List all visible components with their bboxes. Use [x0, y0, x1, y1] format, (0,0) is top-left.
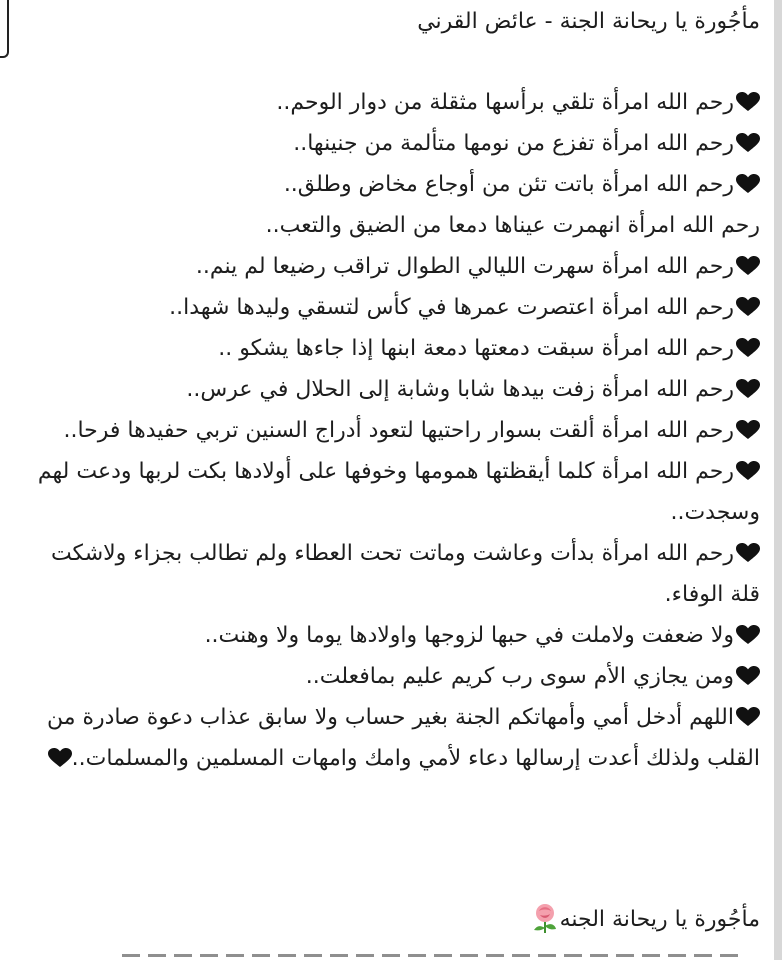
verse-text: ولا ضعفت ولاملت في حبها لزوجها واولادها يوما ولا وهنت.. [204, 623, 734, 648]
verse-line [30, 410, 760, 451]
verse-text: اللهم أدخل أمي وأمهاتكم الجنة بغير حساب ولا سابق عذاب دعوة صادرة من القلب ولذلك أعدت إرسالها دعاء لأمي وامك وامهات المسلمين والمسلمات.. [46, 705, 760, 771]
verse-text: رحم الله امرأة كلما أيقظتها همومها وخوفها على أولادها بكت لربها ودعت لهم وسجدت.. [37, 459, 760, 525]
spacer [30, 42, 760, 82]
post-body [30, 0, 760, 779]
black-heart-icon [736, 618, 760, 638]
verse-line [30, 656, 760, 697]
footer-text: مأجُورة يا ريحانة الجنه [559, 907, 760, 932]
black-heart-icon [736, 249, 760, 269]
black-heart-icon [736, 413, 760, 433]
black-heart-icon [736, 659, 760, 679]
verse-line [30, 246, 760, 287]
verse-text: رحم الله امرأة زفت بيدها شابا وشابة إلى الحلال في عرس.. [186, 377, 734, 402]
verse-line [30, 82, 760, 123]
verse-text: رحم الله امرأة بدأت وعاشت وماتت تحت العطاء ولم تطالب بجزاء ولاشكت قلة الوفاء. [50, 541, 760, 607]
verse-text: رحم الله امرأة ألقت بسوار راحتيها لتعود أدراج السنين تربي حفيدها فرحا.. [63, 418, 734, 443]
window-frame-corner [0, 0, 9, 58]
footer-line [530, 900, 760, 940]
rose-icon [530, 902, 560, 934]
black-heart-icon [736, 85, 760, 105]
verse-text: رحم الله امرأة انهمرت عيناها دمعا من الضيق والتعب.. [265, 213, 760, 238]
black-heart-icon [736, 331, 760, 351]
black-heart-icon [736, 126, 760, 146]
verse-line [30, 328, 760, 369]
verse-line [30, 123, 760, 164]
black-heart-icon [736, 167, 760, 187]
verse-text: رحم الله امرأة سبقت دمعتها دمعة ابنها إذا جاءها يشكو .. [218, 336, 734, 361]
verse-line [30, 697, 760, 779]
verse-line [30, 205, 760, 246]
black-heart-icon [736, 372, 760, 392]
verse-line [30, 615, 760, 656]
black-heart-icon [736, 290, 760, 310]
post-title: مأجُورة يا ريحانة الجنة - عائض القرني [417, 9, 760, 34]
verse-line [30, 164, 760, 205]
verse-line [30, 369, 760, 410]
verse-line [30, 533, 760, 615]
black-heart-icon [736, 700, 760, 720]
black-heart-icon [48, 741, 72, 761]
verse-text: رحم الله امرأة سهرت الليالي الطوال تراقب رضيعا لم ينم.. [195, 254, 734, 279]
verse-text: ومن يجازي الأم سوى رب كريم عليم بمافعلت.. [305, 664, 734, 689]
verses-list [30, 82, 760, 779]
verse-text: رحم الله امرأة باتت تئن من أوجاع مخاض وطلق.. [283, 172, 734, 197]
verse-line [30, 287, 760, 328]
verse-text: رحم الله امرأة تفزع من نومها متألمة من جنينها.. [293, 131, 734, 156]
verse-text: رحم الله امرأة اعتصرت عمرها في كأس لتسقي وليدها شهدا.. [169, 295, 734, 320]
verse-line [30, 451, 760, 533]
black-heart-icon [736, 454, 760, 474]
verse-text: رحم الله امرأة تلقي برأسها مثقلة من دوار الوحم.. [276, 90, 734, 115]
next-line-cutoff [122, 948, 742, 960]
black-heart-icon [736, 536, 760, 556]
scrollbar[interactable] [774, 0, 782, 960]
